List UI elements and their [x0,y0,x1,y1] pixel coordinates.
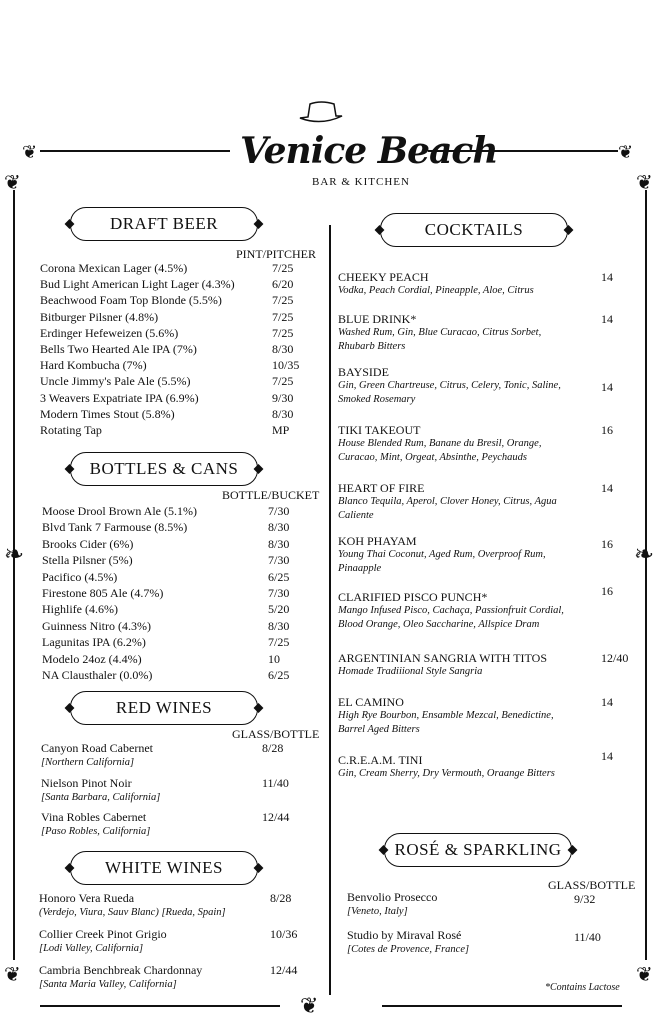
menu-item-price: 7/25 [272,325,294,340]
side-ornament-icon: ❧ [4,542,25,568]
wine-name: Honoro Vera Rueda [39,891,135,905]
column-divider [329,225,331,995]
menu-item-name: NA Clausthaler (0.0%) [42,668,153,682]
cocktail-name: ARGENTINIAN SANGRIA WITH TITOS [338,651,547,665]
menu-item-name: Erdinger Hefeweizen (5.6%) [40,325,179,340]
wine-price: 10/36 [270,927,298,941]
cocktail-name: C.R.E.A.M. TINI [338,753,423,767]
side-ornament-icon: ❧ [634,542,655,568]
wine-price: 11/40 [262,776,289,790]
bottles-column-header: BOTTLE/BUCKET [222,488,320,502]
section-bottles-cans: BOTTLES & CANS [70,452,258,486]
cocktail-description: Homade Tradiiional Style Sangria [338,666,483,677]
wine-name: Cambria Benchbreak Chardonnay [39,963,203,977]
section-cocktails: COCKTAILS [380,213,568,247]
top-rule-left [40,150,230,152]
cocktail-price: 16 [601,537,613,551]
wine-price: 8/28 [270,891,292,905]
brand-name: Venice Beach [240,130,498,172]
menu-item-price: MP [272,423,290,437]
menu-item-name: Hard Kombucha (7%) [40,358,147,373]
wine-name: Studio by Miraval Rosé [347,928,462,942]
cocktail-price: 16 [601,423,613,437]
menu-item-price: 7/25 [272,309,294,324]
cocktail-description: House Blended Rum, Banane du Bresil, Orange, Curacao, Mint, Orgeat, Absinthe, Peychauds [338,438,542,463]
cocktail-description: Mango Infused Pisco, Cachaça, Passionfruit Cordial, Blood Orange, Oleo Saccharine, Allspice Dram [338,605,564,630]
cocktail-price: 14 [601,270,613,284]
wine-name: Nielson Pinot Noir [41,776,132,790]
menu-item-name: Uncle Jimmy's Pale Ale (5.5%) [40,374,191,389]
menu-item-price: 6/25 [268,668,290,682]
cocktail-name: CHEEKY PEACH [338,270,429,284]
section-red-wines: RED WINES [70,691,258,725]
corner-ornament-icon: ❦ [22,142,38,162]
cocktail-price: 12/40 [601,651,629,665]
wine-region: [Veneto, Italy] [347,906,408,917]
hat-icon [298,100,344,124]
menu-item-price: 6/20 [272,277,294,292]
menu-item-name: Beachwood Foam Top Blonde (5.5%) [40,293,222,308]
cocktail-name: BAYSIDE [338,365,389,379]
wine-price: 8/28 [262,741,284,755]
menu-item-price: 7/30 [268,586,290,600]
cocktail-name: EL CAMINO [338,695,404,709]
menu-item-name: Firestone 805 Ale (4.7%) [42,586,164,600]
cocktail-description: Blanco Tequila, Aperol, Clover Honey, Citrus, Agua Caliente [338,496,557,521]
bottom-rule-left [40,1005,280,1007]
menu-item-price: 10/35 [272,358,300,373]
cocktail-description: Vodka, Peach Cordial, Pineapple, Aloe, Citrus [338,285,534,296]
menu-item-price: 5/20 [268,602,290,617]
wine-price: 12/44 [270,963,298,977]
cocktail-name: TIKI TAKEOUT [338,423,421,437]
cocktail-price: 16 [601,584,613,598]
section-rose-sparkling: ROSÉ & SPARKLING [384,833,572,867]
wine-name: Collier Creek Pinot Grigio [39,927,167,941]
side-ornament-icon: ❦ [636,964,653,986]
bottom-ornament-icon: ❦ [300,993,319,1018]
cocktail-name: KOH PHAYAM [338,534,417,548]
menu-item-price: 9/30 [272,390,294,405]
menu-item-name: Corona Mexican Lager (4.5%) [40,261,188,275]
menu-item-price: 6/25 [268,569,290,584]
section-draft-beer: DRAFT BEER [70,207,258,241]
menu-item-name: Modern Times Stout (5.8%) [40,406,175,421]
cocktail-name: HEART OF FIRE [338,481,425,495]
wine-region: [Northern California] [41,757,135,768]
menu-item-name: Lagunitas IPA (6.2%) [42,635,146,650]
cocktail-description: Washed Rum, Gin, Blue Curacao, Citrus Sorbet, Rhubarb Bitters [338,327,542,352]
left-border [13,190,15,960]
draft-column-header: PINT/PITCHER [236,247,317,261]
menu-item-name: Brooks Cider (6%) [42,536,134,551]
menu-item-name: Rotating Tap [40,423,102,437]
right-border [645,190,647,960]
wine-price: 12/44 [262,810,290,824]
menu-item-price: 10 [268,651,280,666]
brand-sub: BAR & KITCHEN [312,176,410,188]
side-ornament-icon: ❦ [4,172,21,194]
menu-item-name: Bells Two Hearted Ale IPA (7%) [40,342,197,356]
menu-item-price: 8/30 [268,536,290,551]
cocktail-price: 14 [601,749,613,763]
wine-name: Vina Robles Cabernet [41,810,147,824]
rose-column-header: GLASS/BOTTLE [548,878,636,892]
menu-item-price: 8/30 [272,342,294,356]
menu-item-price: 7/25 [272,374,294,389]
wine-region: [Cotes de Provence, France] [347,944,470,955]
wine-price: 11/40 [574,930,601,944]
menu-item-name: Stella Pilsner (5%) [42,553,133,568]
menu-item-name: Guinness Nitro (4.3%) [42,618,151,633]
corner-ornament-icon: ❦ [618,142,634,162]
wine-region: [Lodi Valley, California] [39,943,144,954]
menu-item-price: 7/30 [268,504,290,518]
wine-region: [Santa Barbara, California] [41,792,161,803]
wine-name: Benvolio Prosecco [347,890,438,904]
footnote: *Contains Lactose [545,982,620,993]
menu-item-price: 7/30 [268,553,290,568]
cocktail-price: 14 [601,695,613,709]
section-white-wines: WHITE WINES [70,851,258,885]
red-column-header: GLASS/BOTTLE [232,727,320,741]
cocktail-name: BLUE DRINK* [338,312,417,326]
cocktail-description: Gin, Green Chartreuse, Citrus, Celery, Tonic, Saline, Smoked Rosemary [338,380,561,405]
wine-name: Canyon Road Cabernet [41,741,153,755]
bottom-rule-right [382,1005,622,1007]
cocktail-price: 14 [601,380,613,394]
menu-item-price: 8/30 [268,520,290,535]
side-ornament-icon: ❦ [636,172,653,194]
cocktail-price: 14 [601,312,613,326]
menu-item-price: 7/25 [268,635,290,650]
menu-item-price: 8/30 [272,406,294,421]
menu-item-name: Pacifico (4.5%) [42,569,118,584]
side-ornament-icon: ❦ [4,964,21,986]
menu-item-name: Modelo 24oz (4.4%) [42,651,142,666]
menu-item-name: Bitburger Pilsner (4.8%) [40,309,159,324]
menu-item-price: 7/25 [272,261,294,275]
cocktail-description: Gin, Cream Sherry, Dry Vermouth, Oraange Bitters [338,768,555,779]
menu-item-name: Highlife (4.6%) [42,602,118,617]
wine-region: [Paso Robles, California] [41,826,151,837]
wine-region: (Verdejo, Viura, Sauv Blanc) [Rueda, Spain] [39,907,226,918]
wine-price: 9/32 [574,892,596,906]
menu-item-name: Blvd Tank 7 Farmouse (8.5%) [42,520,188,535]
cocktail-description: High Rye Bourbon, Ensamble Mezcal, Benedictine, Barrel Aged Bitters [338,710,554,735]
menu-item-name: Bud Light American Light Lager (4.3%) [40,277,235,292]
cocktail-price: 14 [601,481,613,495]
menu-item-name: 3 Weavers Expatriate IPA (6.9%) [40,390,199,405]
cocktail-name: CLARIFIED PISCO PUNCH* [338,590,488,604]
menu-item-price: 8/30 [268,618,290,633]
menu-item-price: 7/25 [272,293,294,308]
wine-region: [Santa Maria Valley, California] [39,979,177,990]
menu-item-name: Moose Drool Brown Ale (5.1%) [42,504,197,518]
cocktail-description: Young Thai Coconut, Aged Rum, Overproof Rum, Pinaapple [338,549,546,574]
